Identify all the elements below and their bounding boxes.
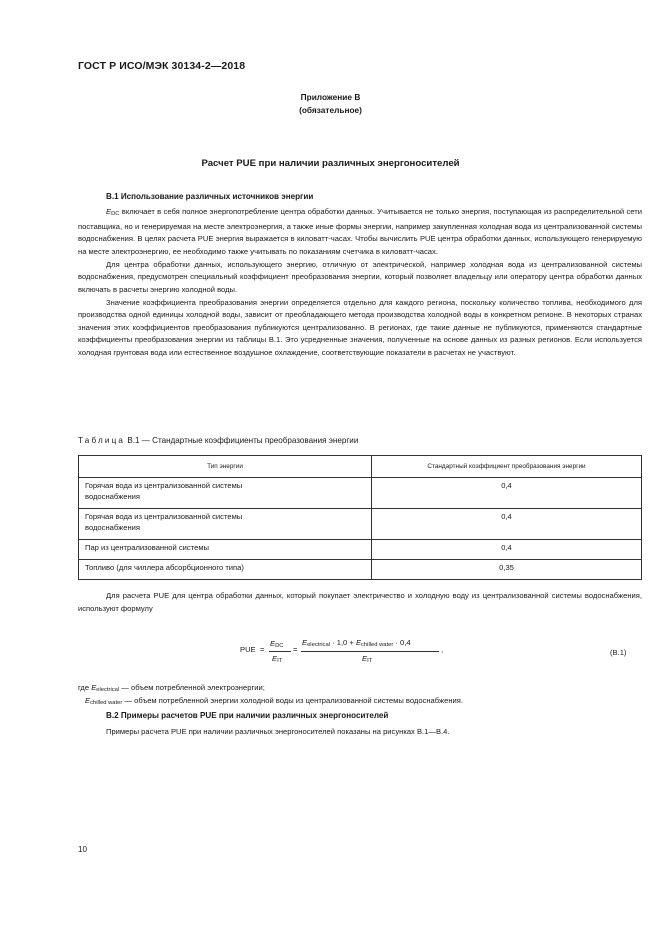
paragraph-1: EDC включает в себя полное энергопотребление центра обработки данных. Учитывается не только энергия, поступающая из распределительной сети поставщика, но и генерируемая на месте электроэнергия, а также иные формы энергии, например закупленная холодная вода из централизованной системы водоснабжения. В целях расчета PUE энергия выражается в киловатт-часах. Чтобы вычислить PUE центра обработки данных, использующего генерируемую на месте электроэнергию, ее необходимо также учитывать по показаниям счетчика в киловатт-часах. xyxy=(78,207,642,256)
table-row xyxy=(79,540,642,560)
energy-type-cell: Горячая вода из централизованной системы водоснабжения xyxy=(79,509,372,540)
fraction-bar xyxy=(301,651,439,652)
annex-title: Приложение В xyxy=(300,92,361,102)
legend-line-electrical: где Eelectrical — объем потребленной электроэнергии; xyxy=(78,683,265,693)
table-row xyxy=(79,478,642,509)
fraction-bar xyxy=(269,651,291,652)
header-conversion-factor: Стандартный коэффициент преобразования энергии xyxy=(372,456,642,478)
pue-formula: PUE = EDC EIT = Eelectrical · 1,0 + Echilled water · 0,4 EIT , (В.1) xyxy=(240,638,627,664)
section-b2-text: Примеры расчета PUE при наличии различных энергоносителей показаны на рисунках В.1—В.4. xyxy=(106,727,450,736)
document-header: ГОСТ Р ИСО/МЭК 30134-2—2018 xyxy=(78,60,246,72)
table-caption: Таблица В.1 — Стандартные коэффициенты преобразования энергии xyxy=(78,436,359,445)
paragraph-3: Значение коэффициента преобразования энергии определяется отдельно для каждого региона, поскольку количество топлива, необходимого для производства одной единицы холодной воды, зависит от преобладающего метода производства холодной воды в конкретном регионе. В некоторых странах значения этих коэффициентов преобразования публикуются централизованно. В регионах, где такие данные не публикуются, применяются стандартные коэффициенты преобразования энергии из таблицы В.1. Это усредненные значения, полученные на основе данных из разных регионов. Если используется холодная грунтовая вода или естественное воздушное охлаждение, соответствующие показатели в расчетах не участвуют. xyxy=(78,297,642,357)
table-row xyxy=(79,509,642,540)
table-header-row xyxy=(79,456,642,478)
paragraph-2: Для центра обработки данных, использующего энергию, отличную от электрической, например холодная вода из централизованной системы водоснабжения, предусмотрен специальный коэффициент преобразования энергии, который позволяет владельцу или оператору центра обработки данных включать в расчеты энергию холодной воды. xyxy=(78,259,642,294)
factor-cell: 0,4 xyxy=(372,509,642,540)
formula-intro: Для расчета PUE для центра обработки данных, который покупает электричество и холодную воду из централизованной системы водоснабжения, используют формулу xyxy=(78,591,642,613)
factor-cell: 0,4 xyxy=(372,540,642,560)
annex-status: (обязательное) xyxy=(299,105,362,115)
energy-type-cell: Пар из централизованной системы xyxy=(79,540,372,560)
section-b1-text xyxy=(78,206,642,359)
section-heading-b2: В.2 Примеры расчетов PUE при наличии различных энергоносителей xyxy=(106,711,389,720)
conversion-factor-table xyxy=(78,455,642,580)
header-energy-type: Тип энергии xyxy=(79,456,372,478)
section-heading-b1: В.1 Использование различных источников энергии xyxy=(106,192,314,201)
energy-type-cell: Топливо (для чиллера абсорбционного типа) xyxy=(79,560,372,580)
factor-cell: 0,4 xyxy=(372,478,642,509)
legend-line-chilled-water: Echilled water — объем потребленной энергии холодной воды из централизованной системы водоснабжения. xyxy=(85,696,464,706)
page-number: 10 xyxy=(78,845,88,854)
factor-cell: 0,35 xyxy=(372,560,642,580)
table-row xyxy=(79,560,642,580)
formula-number: (В.1) xyxy=(610,648,627,657)
energy-type-cell: Горячая вода из централизованной системы водоснабжения xyxy=(79,478,372,509)
page-title: Расчет PUE при наличии различных энергоносителей xyxy=(201,158,460,169)
